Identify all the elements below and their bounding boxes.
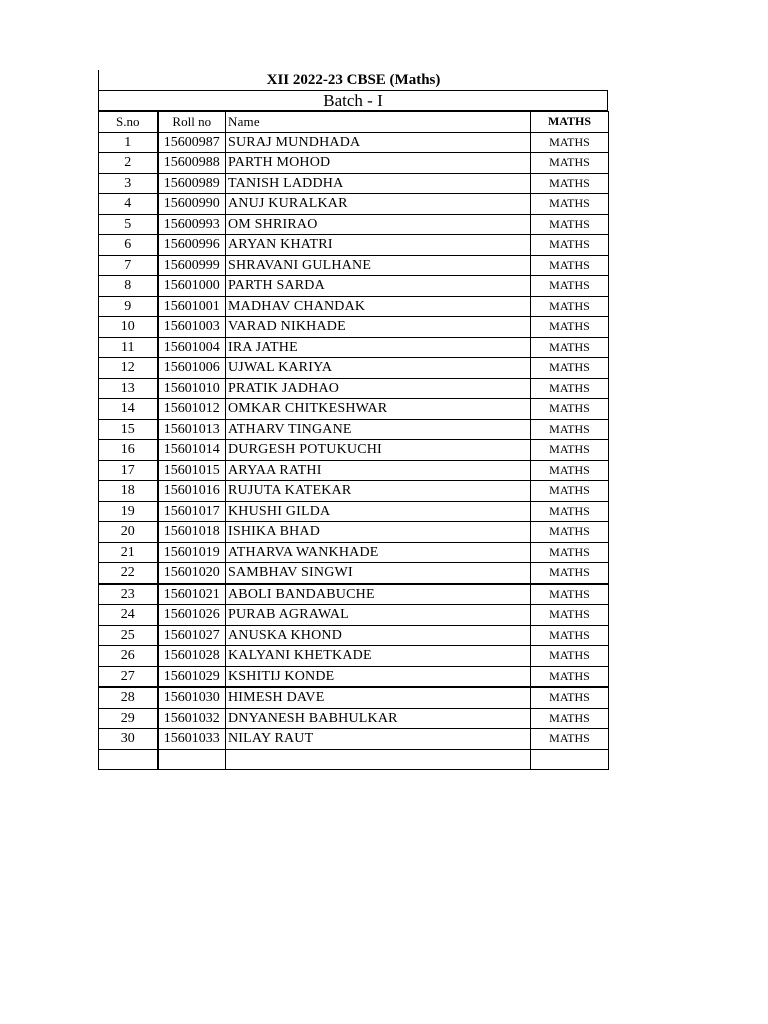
table-row xyxy=(99,481,609,502)
empty-cell xyxy=(531,749,609,770)
row-sno: 8 xyxy=(99,276,158,297)
row-roll: 15601020 xyxy=(158,563,226,584)
row-sno: 26 xyxy=(99,646,158,667)
row-subject: MATHS xyxy=(531,481,609,502)
row-subject: MATHS xyxy=(531,687,609,708)
row-name: PARTH MOHOD xyxy=(226,153,531,174)
row-roll: 15601029 xyxy=(158,666,226,687)
row-name: SURAJ MUNDHADA xyxy=(226,132,531,153)
row-sno: 23 xyxy=(99,584,158,605)
table-row xyxy=(99,296,609,317)
row-roll: 15601019 xyxy=(158,542,226,563)
table-row xyxy=(99,317,609,338)
row-roll: 15601004 xyxy=(158,337,226,358)
row-subject: MATHS xyxy=(531,605,609,626)
row-subject: MATHS xyxy=(531,235,609,256)
table-row xyxy=(99,419,609,440)
empty-cell xyxy=(99,749,158,770)
table-row xyxy=(99,399,609,420)
row-sno: 18 xyxy=(99,481,158,502)
table-header-row xyxy=(99,112,609,133)
table-row xyxy=(99,687,609,708)
row-roll: 15601016 xyxy=(158,481,226,502)
row-roll: 15601021 xyxy=(158,584,226,605)
row-roll: 15601017 xyxy=(158,501,226,522)
table-row xyxy=(99,563,609,584)
row-subject: MATHS xyxy=(531,666,609,687)
row-subject: MATHS xyxy=(531,501,609,522)
sheet-title: XII 2022-23 CBSE (Maths) xyxy=(98,70,608,91)
row-name: OM SHRIRAO xyxy=(226,214,531,235)
row-sno: 11 xyxy=(99,337,158,358)
row-subject: MATHS xyxy=(531,460,609,481)
row-subject: MATHS xyxy=(531,584,609,605)
row-subject: MATHS xyxy=(531,625,609,646)
row-sno: 15 xyxy=(99,419,158,440)
row-sno: 6 xyxy=(99,235,158,256)
row-name: ANUJ KURALKAR xyxy=(226,194,531,215)
row-sno: 10 xyxy=(99,317,158,338)
row-subject: MATHS xyxy=(531,214,609,235)
row-name: IRA JATHE xyxy=(226,337,531,358)
row-subject: MATHS xyxy=(531,563,609,584)
row-sno: 3 xyxy=(99,173,158,194)
table-row xyxy=(99,194,609,215)
row-name: ANUSKA KHOND xyxy=(226,625,531,646)
row-roll: 15601032 xyxy=(158,708,226,729)
row-name: RUJUTA KATEKAR xyxy=(226,481,531,502)
row-subject: MATHS xyxy=(531,296,609,317)
row-name: KHUSHI GILDA xyxy=(226,501,531,522)
table-row xyxy=(99,235,609,256)
row-name: ATHARVA WANKHADE xyxy=(226,542,531,563)
row-subject: MATHS xyxy=(531,419,609,440)
row-roll: 15601028 xyxy=(158,646,226,667)
header-roll: Roll no xyxy=(158,112,226,133)
row-roll: 15601014 xyxy=(158,440,226,461)
row-sno: 12 xyxy=(99,358,158,379)
row-sno: 5 xyxy=(99,214,158,235)
row-subject: MATHS xyxy=(531,132,609,153)
row-name: VARAD NIKHADE xyxy=(226,317,531,338)
row-roll: 15600989 xyxy=(158,173,226,194)
row-subject: MATHS xyxy=(531,729,609,750)
row-name: ATHARV TINGANE xyxy=(226,419,531,440)
table-row xyxy=(99,378,609,399)
table-row xyxy=(99,584,609,605)
row-roll: 15600988 xyxy=(158,153,226,174)
row-sno: 22 xyxy=(99,563,158,584)
row-name: ABOLI BANDABUCHE xyxy=(226,584,531,605)
row-name: ARYAN KHATRI xyxy=(226,235,531,256)
table-row xyxy=(99,542,609,563)
row-subject: MATHS xyxy=(531,276,609,297)
row-name: KSHITIJ KONDE xyxy=(226,666,531,687)
header-sno: S.no xyxy=(99,112,158,133)
row-name: SAMBHAV SINGWI xyxy=(226,563,531,584)
row-name: OMKAR CHITKESHWAR xyxy=(226,399,531,420)
row-subject: MATHS xyxy=(531,542,609,563)
row-sno: 9 xyxy=(99,296,158,317)
row-roll: 15600987 xyxy=(158,132,226,153)
row-subject: MATHS xyxy=(531,646,609,667)
row-roll: 15601010 xyxy=(158,378,226,399)
row-subject: MATHS xyxy=(531,522,609,543)
row-sno: 17 xyxy=(99,460,158,481)
row-subject: MATHS xyxy=(531,337,609,358)
table-row xyxy=(99,708,609,729)
row-roll: 15601026 xyxy=(158,605,226,626)
row-sno: 24 xyxy=(99,605,158,626)
row-name: NILAY RAUT xyxy=(226,729,531,750)
row-roll: 15600996 xyxy=(158,235,226,256)
row-name: UJWAL KARIYA xyxy=(226,358,531,379)
row-sno: 20 xyxy=(99,522,158,543)
table-row xyxy=(99,132,609,153)
row-name: MADHAV CHANDAK xyxy=(226,296,531,317)
row-name: ARYAA RATHI xyxy=(226,460,531,481)
row-sno: 29 xyxy=(99,708,158,729)
row-roll: 15601033 xyxy=(158,729,226,750)
table-row xyxy=(99,255,609,276)
table-row xyxy=(99,358,609,379)
student-table-body xyxy=(99,112,609,770)
row-subject: MATHS xyxy=(531,317,609,338)
row-roll: 15600990 xyxy=(158,194,226,215)
row-subject: MATHS xyxy=(531,440,609,461)
header-name: Name xyxy=(226,112,531,133)
row-subject: MATHS xyxy=(531,153,609,174)
table-row xyxy=(99,173,609,194)
empty-cell xyxy=(158,749,226,770)
row-sno: 19 xyxy=(99,501,158,522)
row-name: ISHIKA BHAD xyxy=(226,522,531,543)
empty-row xyxy=(99,749,609,770)
row-sno: 16 xyxy=(99,440,158,461)
table-row xyxy=(99,729,609,750)
row-roll: 15601003 xyxy=(158,317,226,338)
row-roll: 15601012 xyxy=(158,399,226,420)
table-row xyxy=(99,666,609,687)
row-name: DURGESH POTUKUCHI xyxy=(226,440,531,461)
row-roll: 15601030 xyxy=(158,687,226,708)
row-sno: 7 xyxy=(99,255,158,276)
row-name: TANISH LADDHA xyxy=(226,173,531,194)
batch-sheet xyxy=(98,70,608,770)
table-row xyxy=(99,522,609,543)
row-sno: 27 xyxy=(99,666,158,687)
row-sno: 21 xyxy=(99,542,158,563)
header-subject: MATHS xyxy=(531,112,609,133)
row-subject: MATHS xyxy=(531,358,609,379)
row-name: SHRAVANI GULHANE xyxy=(226,255,531,276)
row-sno: 30 xyxy=(99,729,158,750)
row-sno: 1 xyxy=(99,132,158,153)
row-roll: 15601015 xyxy=(158,460,226,481)
row-sno: 13 xyxy=(99,378,158,399)
row-sno: 4 xyxy=(99,194,158,215)
table-row xyxy=(99,501,609,522)
row-roll: 15601000 xyxy=(158,276,226,297)
row-name: KALYANI KHETKADE xyxy=(226,646,531,667)
row-sno: 14 xyxy=(99,399,158,420)
table-row xyxy=(99,337,609,358)
table-row xyxy=(99,214,609,235)
row-roll: 15600993 xyxy=(158,214,226,235)
row-subject: MATHS xyxy=(531,173,609,194)
row-roll: 15601013 xyxy=(158,419,226,440)
batch-heading: Batch - I xyxy=(98,91,608,111)
table-row xyxy=(99,625,609,646)
row-name: HIMESH DAVE xyxy=(226,687,531,708)
row-name: PRATIK JADHAO xyxy=(226,378,531,399)
row-subject: MATHS xyxy=(531,708,609,729)
row-roll: 15601006 xyxy=(158,358,226,379)
row-subject: MATHS xyxy=(531,255,609,276)
row-subject: MATHS xyxy=(531,194,609,215)
row-roll: 15601001 xyxy=(158,296,226,317)
row-sno: 28 xyxy=(99,687,158,708)
row-roll: 15601018 xyxy=(158,522,226,543)
row-roll: 15601027 xyxy=(158,625,226,646)
table-row xyxy=(99,460,609,481)
student-table xyxy=(98,111,609,770)
row-sno: 25 xyxy=(99,625,158,646)
table-row xyxy=(99,605,609,626)
empty-cell xyxy=(226,749,531,770)
table-row xyxy=(99,646,609,667)
table-row xyxy=(99,153,609,174)
row-sno: 2 xyxy=(99,153,158,174)
row-roll: 15600999 xyxy=(158,255,226,276)
row-subject: MATHS xyxy=(531,378,609,399)
row-name: PURAB AGRAWAL xyxy=(226,605,531,626)
row-name: PARTH SARDA xyxy=(226,276,531,297)
table-row xyxy=(99,440,609,461)
row-name: DNYANESH BABHULKAR xyxy=(226,708,531,729)
row-subject: MATHS xyxy=(531,399,609,420)
table-row xyxy=(99,276,609,297)
